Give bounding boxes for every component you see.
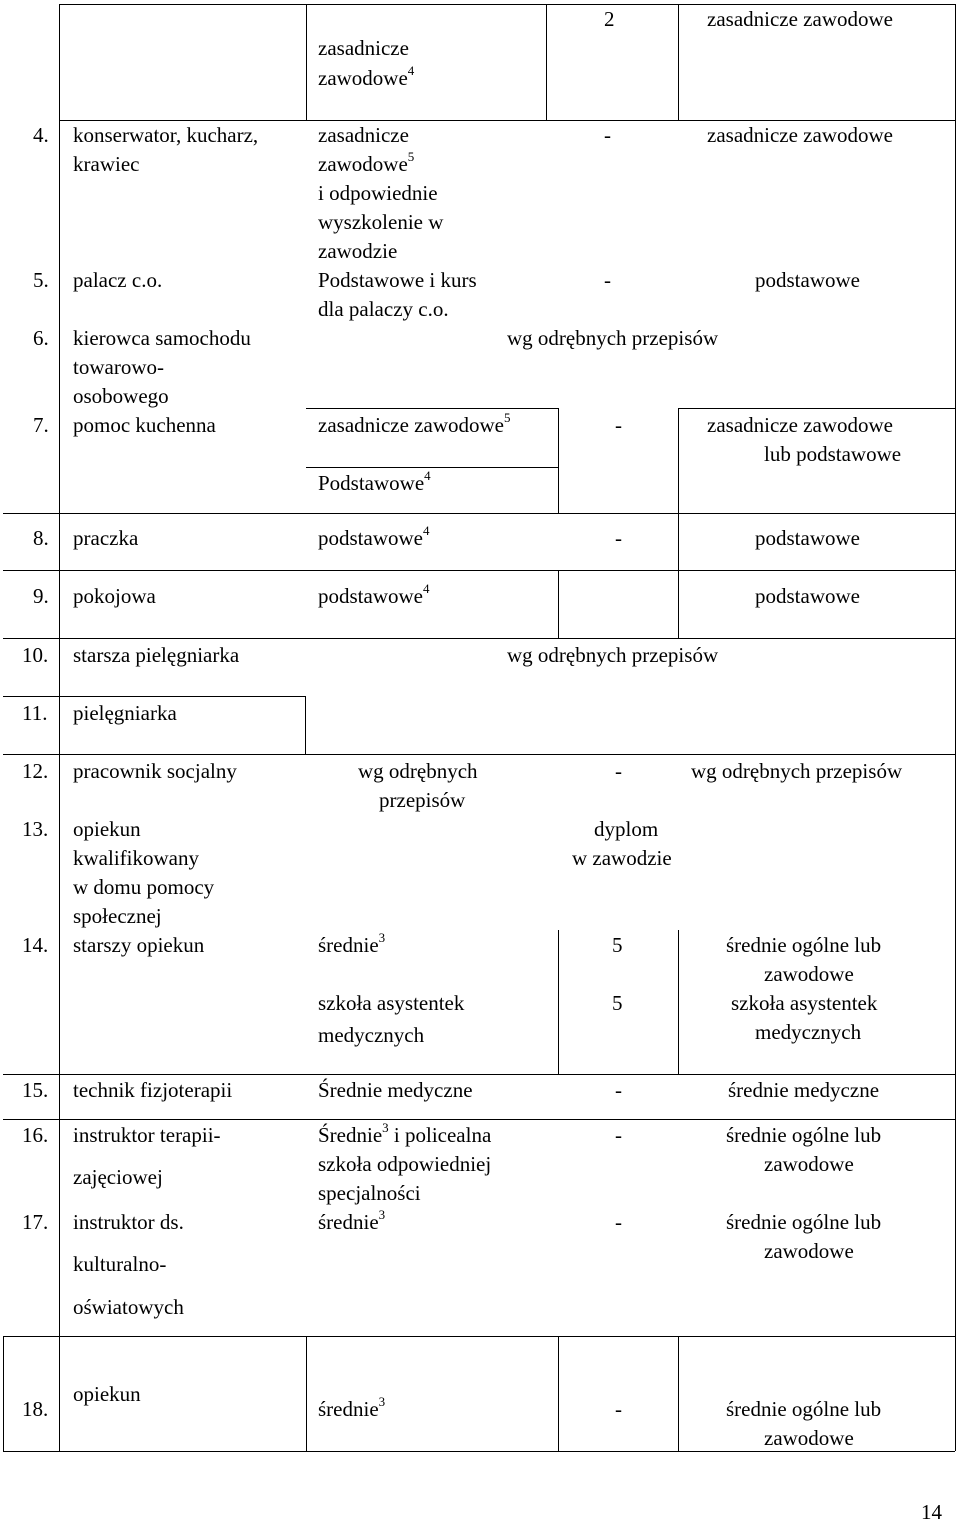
qualification-cell: dla palaczy c.o. xyxy=(318,297,449,321)
position-name: pomoc kuchenna xyxy=(73,413,216,437)
position-name: instruktor terapii- xyxy=(73,1123,221,1147)
page-number: 14 xyxy=(921,1500,942,1524)
requirement-cell: zawodowe xyxy=(764,1152,854,1176)
qualification-cell: zawodowe$^5$ xyxy=(318,149,415,176)
requirement-cell: podstawowe xyxy=(755,526,860,550)
position-name: krawiec xyxy=(73,152,140,176)
qualification-cell: specjalności xyxy=(318,1181,421,1205)
requirement-cell: zawodowe xyxy=(764,1239,854,1263)
row-number: 4. xyxy=(33,123,49,147)
position-name: oświatowych xyxy=(73,1295,184,1319)
qualification-cell: zasadnicze xyxy=(318,36,409,60)
requirement-cell: szkoła asystentek xyxy=(731,991,878,1015)
years-cell: dyplom xyxy=(594,817,659,841)
qualification-cell: szkoła asystentek xyxy=(318,991,465,1015)
position-name: w domu pomocy xyxy=(73,875,215,899)
qualification-cell: Średnie medyczne xyxy=(318,1078,473,1102)
qualification-cell: medycznych xyxy=(318,1023,425,1047)
row-number: 8. xyxy=(33,526,49,550)
position-name: palacz c.o. xyxy=(73,268,163,292)
qualification-cell: Średnie$^3$ i policealna xyxy=(318,1120,492,1147)
position-name: społecznej xyxy=(73,904,162,928)
years-cell: - xyxy=(604,123,611,147)
row-number: 7. xyxy=(33,413,49,437)
row-number: 12. xyxy=(22,759,49,783)
requirement-cell: średnie ogólne lub xyxy=(726,933,882,957)
qualification-cell: podstawowe$^4$ xyxy=(318,523,430,550)
position-name: pokojowa xyxy=(73,584,156,608)
requirement-cell: zasadnicze zawodowe xyxy=(707,123,893,147)
years-cell: - xyxy=(615,413,622,437)
requirement-cell: podstawowe xyxy=(755,584,860,608)
position-name: kierowca samochodu xyxy=(73,326,251,350)
requirement-cell: zawodowe xyxy=(764,1426,854,1450)
position-name: towarowo- xyxy=(73,355,164,379)
years-cell: - xyxy=(615,759,622,783)
qualification-cell: wg odrębnych xyxy=(358,759,478,783)
requirement-cell: średnie ogólne lub xyxy=(726,1123,882,1147)
position-name: starsza pielęgniarka xyxy=(73,643,240,667)
years-cell: - xyxy=(604,268,611,292)
qualification-cell: Podstawowe$^4$ xyxy=(318,468,431,495)
qualification-cell: zasadnicze zawodowe$^5$ xyxy=(318,410,511,437)
years-cell: - xyxy=(615,1397,622,1421)
spanning-note: wg odrębnych przepisów xyxy=(507,643,719,667)
qualification-cell: szkoła odpowiedniej xyxy=(318,1152,492,1176)
qualification-cell: zawodowe$^4$ xyxy=(318,63,415,90)
requirement-cell: zasadnicze zawodowe xyxy=(707,7,893,31)
position-name: pielęgniarka xyxy=(73,701,177,725)
row-number: 17. xyxy=(22,1210,49,1234)
row-number: 11. xyxy=(22,701,48,725)
requirement-cell: medycznych xyxy=(755,1020,862,1044)
row-number: 14. xyxy=(22,933,49,957)
qualification-cell: zasadnicze xyxy=(318,123,409,147)
requirement-cell: średnie medyczne xyxy=(728,1078,880,1102)
years-cell: 5 xyxy=(612,991,623,1015)
qualification-cell: średnie$^3$ xyxy=(318,1207,386,1234)
position-name: osobowego xyxy=(73,384,169,408)
position-name: kwalifikowany xyxy=(73,846,199,870)
position-name: zajęciowej xyxy=(73,1165,163,1189)
position-name: praczka xyxy=(73,526,139,550)
years-cell: 2 xyxy=(604,7,615,31)
years-cell: - xyxy=(615,1078,622,1102)
spanning-note: wg odrębnych przepisów xyxy=(507,326,719,350)
position-name: instruktor ds. xyxy=(73,1210,184,1234)
qualification-cell: średnie$^3$ xyxy=(318,1394,386,1421)
qualification-cell: i odpowiednie xyxy=(318,181,438,205)
requirement-cell: podstawowe xyxy=(755,268,860,292)
years-cell: - xyxy=(615,1210,622,1234)
years-cell: 5 xyxy=(612,933,623,957)
row-number: 15. xyxy=(22,1078,49,1102)
position-name: technik fizjoterapii xyxy=(73,1078,233,1102)
requirement-cell: lub podstawowe xyxy=(764,442,902,466)
requirement-cell: średnie ogólne lub xyxy=(726,1397,882,1421)
row-number: 6. xyxy=(33,326,49,350)
qualification-cell: wyszkolenie w xyxy=(318,210,444,234)
requirement-cell: zasadnicze zawodowe xyxy=(707,413,893,437)
years-cell: - xyxy=(615,1123,622,1147)
qualification-cell: Podstawowe i kurs xyxy=(318,268,477,292)
position-name: opiekun xyxy=(73,1382,141,1406)
position-name: kulturalno- xyxy=(73,1252,167,1276)
row-number: 5. xyxy=(33,268,49,292)
qualification-cell: zawodzie xyxy=(318,239,398,263)
position-name: opiekun xyxy=(73,817,141,841)
years-cell: w zawodzie xyxy=(572,846,672,870)
qualification-cell: podstawowe$^4$ xyxy=(318,581,430,608)
row-number: 9. xyxy=(33,584,49,608)
row-number: 13. xyxy=(22,817,49,841)
position-name: starszy opiekun xyxy=(73,933,205,957)
requirement-cell: wg odrębnych przepisów xyxy=(691,759,903,783)
row-number: 10. xyxy=(22,643,49,667)
position-name: pracownik socjalny xyxy=(73,759,237,783)
position-name: konserwator, kucharz, xyxy=(73,123,259,147)
qualification-cell: przepisów xyxy=(379,788,466,812)
requirement-cell: średnie ogólne lub xyxy=(726,1210,882,1234)
qualification-cell: średnie$^3$ xyxy=(318,930,386,957)
row-number: 18. xyxy=(22,1397,49,1421)
years-cell: - xyxy=(615,526,622,550)
requirement-cell: zawodowe xyxy=(764,962,854,986)
row-number: 16. xyxy=(22,1123,49,1147)
